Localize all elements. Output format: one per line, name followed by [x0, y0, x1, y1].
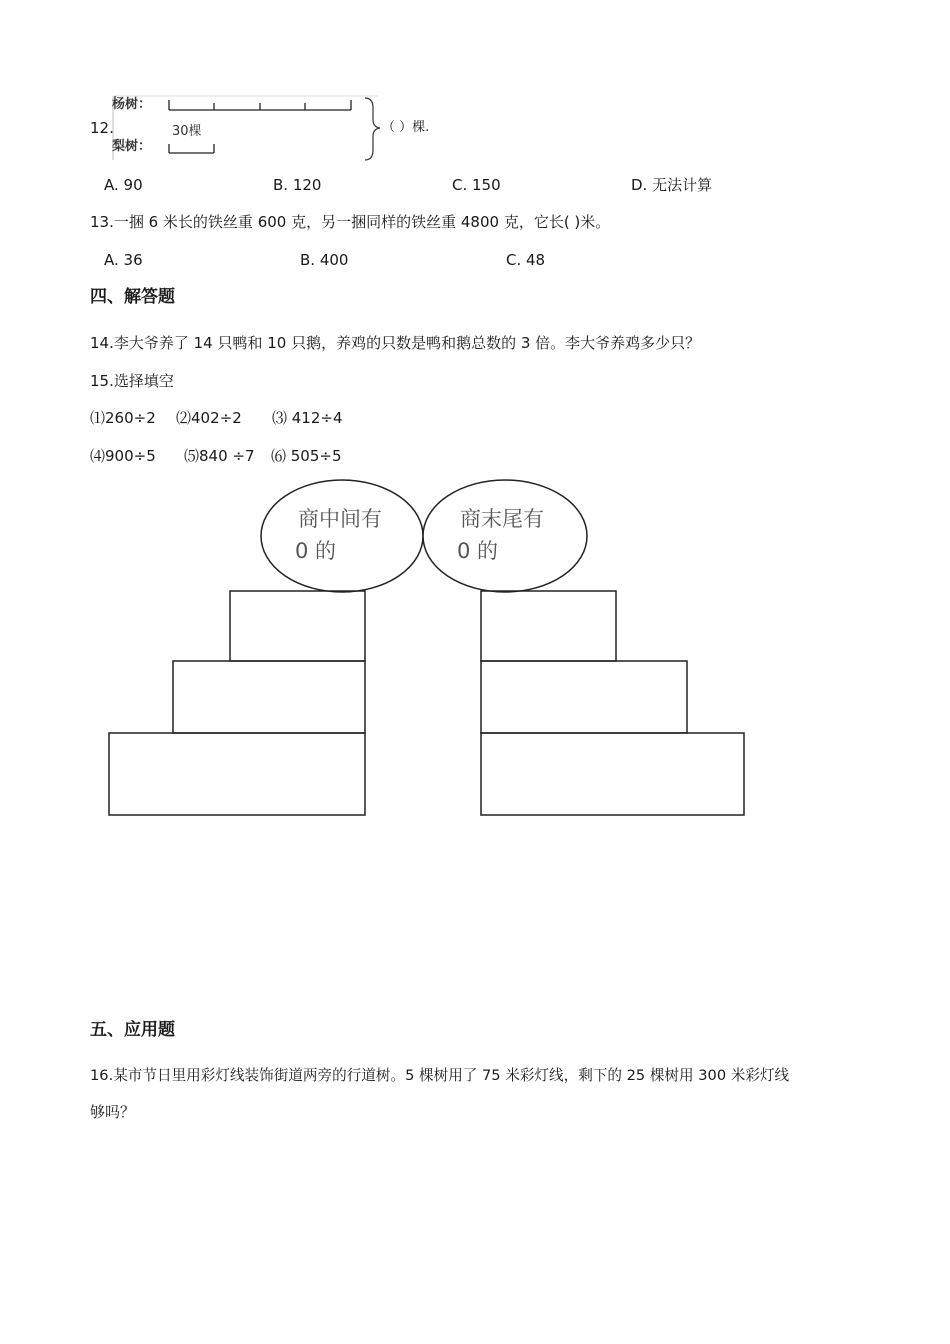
q15-item-1: ⑴260÷2	[90, 409, 156, 427]
q13-text: 13.一捆 6 米长的铁丝重 600 克，另一捆同样的铁丝重 4800 克，它长( )米。	[90, 213, 611, 231]
right-oval	[423, 480, 587, 592]
q12-answer-blank: （ ）棵.	[382, 120, 430, 135]
q14-text: 14.李大爷养了 14 只鸭和 10 只鹅，养鸡的只数是鸭和鹅总数的 3 倍。李大爷养鸡多少只？	[90, 334, 701, 352]
q16-text-line2: 够吗？	[90, 1103, 136, 1121]
poplar-segment-bar	[169, 100, 351, 110]
q15-title: 15.选择填空	[90, 372, 174, 390]
q12-option-c: C. 150	[452, 176, 501, 194]
segment-30-label: 30棵	[172, 124, 202, 139]
q15-item-4: ⑷900÷5	[90, 447, 156, 465]
left-box-middle	[173, 661, 365, 733]
left-oval	[261, 480, 423, 592]
q12-option-b: B. 120	[273, 176, 322, 194]
q15-item-2: ⑵402÷2	[176, 409, 242, 427]
left-stack	[109, 591, 365, 815]
right-oval-line2: 0 的	[457, 539, 499, 563]
q13-option-c: C. 48	[506, 251, 546, 269]
q13-option-b: B. 400	[300, 251, 349, 269]
right-box-middle	[481, 661, 687, 733]
right-stack	[481, 591, 744, 815]
left-oval-line2: 0 的	[295, 539, 337, 563]
q12-line-diagram	[110, 92, 385, 164]
right-brace	[365, 98, 380, 160]
section-5-heading: 五、应用题	[90, 1020, 175, 1040]
right-oval-line1: 商末尾有	[460, 507, 544, 531]
left-box-bottom	[109, 733, 365, 815]
pear-segment-bar	[169, 144, 214, 153]
right-box-top	[481, 591, 616, 661]
right-box-bottom	[481, 733, 744, 815]
q16-text-line1: 16.某市节日里用彩灯线装饰街道两旁的行道树。5 棵树用了 75 米彩灯线，剩下的 25 棵树用 300 米彩灯线	[90, 1067, 790, 1084]
q15-item-5: ⑸840 ÷7	[184, 447, 255, 465]
poplar-label: 杨树：	[112, 97, 152, 112]
left-box-top	[230, 591, 365, 661]
q15-item-6: ⑹ 505÷5	[271, 447, 342, 465]
left-oval-line1: 商中间有	[298, 507, 382, 531]
q13-option-a: A. 36	[104, 251, 143, 269]
q12-option-d: D. 无法计算	[631, 176, 713, 194]
pear-label: 梨树：	[112, 139, 152, 154]
q12-number: 12.	[90, 119, 114, 137]
q15-item-3: ⑶ 412÷4	[272, 409, 343, 427]
sorting-diagram	[100, 470, 760, 830]
section-4-heading: 四、解答题	[90, 287, 175, 307]
q12-option-a: A. 90	[104, 176, 143, 194]
